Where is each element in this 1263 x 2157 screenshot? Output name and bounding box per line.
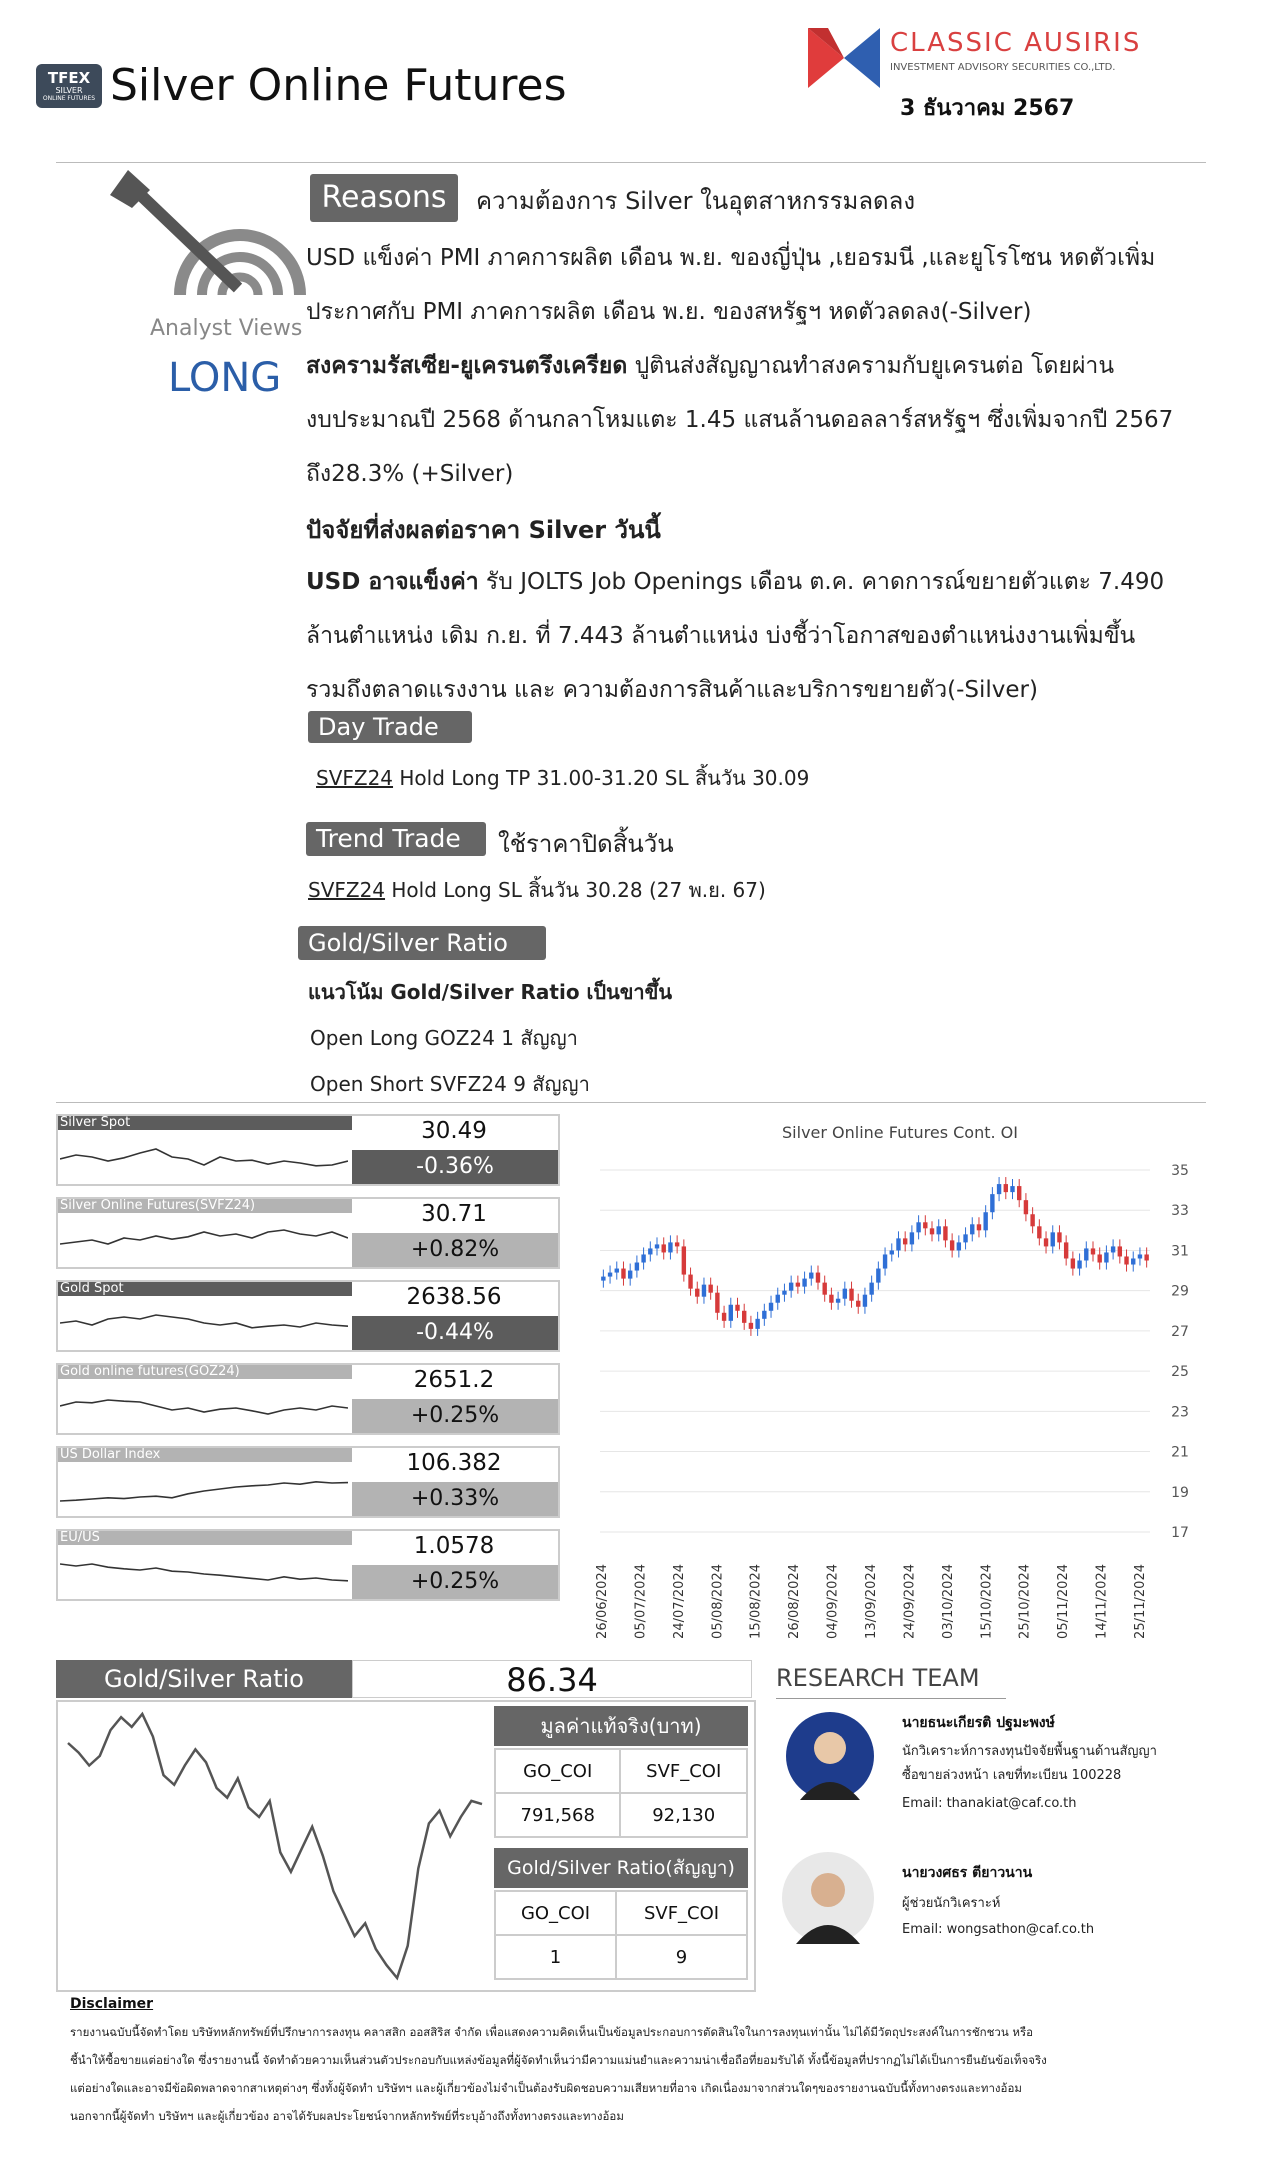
candle-body [816,1273,820,1283]
candle-body [1037,1226,1041,1238]
y-tick-label: 27 [1171,1323,1189,1340]
candle-body [1024,1200,1028,1214]
candle-body [843,1289,847,1299]
market-label: EU/US [58,1531,352,1545]
x-tick-label: 13/09/2024 [864,1564,879,1639]
analyst-view-value: LONG [168,355,282,401]
market-change: +0.25% [352,1399,558,1433]
silver-futures-chart [590,1110,1230,1650]
candle-body [1124,1256,1128,1264]
candle-body [675,1242,679,1246]
ratio-line [68,1714,482,1978]
market-sparkline [60,1132,348,1182]
ratio-table [494,1890,748,1980]
reasons-p3-text: รับ JOLTS Job Openings เดือน ต.ค. คาดการณ์ขยายตัวแตะ 7.490 [478,569,1165,595]
candle-body [890,1250,894,1254]
candle-body [883,1254,887,1268]
ratio-trend-line: แนวโน้ม Gold/Silver Ratio เป็นขาขึ้น [308,980,672,1004]
market-panel [56,1446,560,1518]
market-sparkline [60,1381,348,1431]
day-trade-line [316,762,809,794]
ratio-header-go: GO_COI [495,1891,616,1935]
market-label: Silver Spot [58,1116,352,1130]
analyst-photo-1 [786,1712,874,1800]
market-value: 2638.56 [406,1284,502,1310]
y-tick-label: 19 [1171,1484,1189,1501]
candle-body [648,1248,652,1254]
reasons-p2-line3: ถึง28.3% (+Silver) [306,461,514,487]
ratio-header-svf: SVF_COI [616,1891,747,1935]
candle-body [970,1224,974,1234]
candle-body [809,1273,813,1279]
market-panel [56,1363,560,1435]
candle-body [1091,1248,1095,1254]
market-panel [56,1197,560,1269]
y-tick-label: 21 [1171,1444,1189,1461]
candle-body [635,1263,639,1271]
analyst-1-role: นักวิเคราะห์การลงทุนปัจจัยพื้นฐานด้านสัญญา [902,1744,1157,1759]
market-sparkline [60,1215,348,1265]
candle-body [755,1319,759,1329]
value-table [494,1748,748,1838]
candle-body [615,1269,619,1273]
x-tick-label: 05/08/2024 [710,1564,726,1639]
candle-body [977,1224,981,1230]
market-panel [56,1529,560,1601]
ratio-label-box: Gold/Silver Ratio [56,1660,352,1698]
candle-body [963,1234,967,1242]
factors-title: ปัจจัยที่ส่งผลต่อราคา Silver วันนี้ [306,516,661,544]
company-logo-icon [808,22,880,94]
company-name: CLASSIC AUSIRIS [890,28,1142,58]
candle-body [990,1194,994,1212]
trend-trade-note: ใช้ราคาปิดสิ้นวัน [498,830,674,858]
market-panel [56,1114,560,1186]
market-value: 30.49 [421,1118,487,1144]
candle-body [943,1226,947,1240]
reasons-p1-line2: ประกาศกับ PMI ภาคการผลิต เดือน พ.ย. ของสหรัฐฯ หดตัวลดลง(-Silver) [306,299,1032,325]
candle-body [1017,1186,1021,1200]
candle-body [950,1240,954,1250]
reasons-p2-bold: สงครามรัสเซีย-ยูเครนตรึงเครียด [306,353,628,379]
market-change: -0.36% [352,1150,558,1184]
candle-body [930,1228,934,1234]
analyst-1-email: Email: thanakiat@caf.co.th [902,1796,1077,1811]
disclaimer-line-4: นอกจากนี้ผู้จัดทำ บริษัทฯ และผู้เกี่ยวข้อง อาจได้รับผลประโยชน์จากหลักทรัพย์ที่ระบุอ้างถึงทั้งทางตรงและทางอ้อม [70,2109,624,2123]
candle-body [662,1244,666,1252]
candle-body [789,1283,793,1291]
x-tick-label: 25/10/2024 [1017,1564,1033,1639]
candle-body [1077,1261,1081,1269]
reasons-p3-line1 [306,564,1164,600]
analyst-2-role: ผู้ช่วยนักวิเคราะห์ [902,1896,1001,1911]
candle-body [1097,1254,1101,1262]
value-table-title: มูลค่าแท้จริง(บาท) [494,1706,748,1746]
candle-body [983,1212,987,1230]
x-tick-label: 24/07/2024 [671,1564,687,1639]
disclaimer-line-3: แต่อย่างใดและอาจมีข้อผิดพลาดจากสาเหตุต่างๆ ซึ่งทั้งผู้จัดทำ บริษัทฯ และผู้เกี่ยวข้องไม่จำเป็นต้องรับผิดชอบความเสียหายที่อาจ เกิดเนื่องมาจากส่วนใดๆของรายงานฉบับนี้ทั้งทางตรงและทางอ้อม [70,2081,1022,2095]
candle-body [1071,1258,1075,1268]
reasons-p3-line2: ล้านตำแหน่ง เดิม ก.ย. ที่ 7.443 ล้านตำแหน่ง บ่งชี้ว่าโอกาสของตำแหน่งงานเพิ่มขึ้น [306,623,1136,649]
value-header-svf: SVF_COI [620,1749,747,1793]
x-tick-label: 05/07/2024 [633,1564,649,1639]
day-trade-symbol: SVFZ24 [316,766,394,790]
candle-body [762,1311,766,1319]
x-tick-label: 26/06/2024 [595,1564,610,1639]
candle-body [1131,1258,1135,1264]
candle-body [776,1295,780,1303]
ratio-svf: 9 [616,1935,747,1979]
candle-body [668,1242,672,1252]
candle-body [601,1277,605,1281]
candle-body [621,1269,625,1279]
candle-body [916,1222,920,1232]
candle-body [735,1305,739,1311]
candle-body [782,1291,786,1295]
market-sparkline [60,1464,348,1514]
disclaimer-title: Disclaimer [70,1996,154,2012]
reasons-p2-line1 [306,348,1114,384]
candle-body [876,1269,880,1283]
candle-body [1030,1214,1034,1226]
x-tick-label: 26/08/2024 [787,1564,803,1639]
candle-body [910,1232,914,1244]
candle-body [1010,1186,1014,1192]
candle-body [863,1295,867,1307]
candle-body [695,1289,699,1297]
market-value: 106.382 [406,1450,502,1476]
candle-body [641,1254,645,1262]
market-value: 1.0578 [413,1533,495,1559]
candle-body [655,1244,659,1248]
market-value: 2651.2 [413,1367,495,1393]
candle-body [715,1293,719,1313]
market-sparkline [60,1547,348,1597]
candle-body [608,1273,612,1277]
candle-body [1144,1254,1148,1260]
candle-body [769,1303,773,1311]
analyst-1-role2: ซื้อขายล่วงหน้า เลขที่ทะเบียน 100228 [902,1768,1122,1783]
reasons-p2-text: ปูตินส่งสัญญาณทำสงครามกับยูเครนต่อ โดยผ่าน [627,353,1115,379]
candle-body [903,1238,907,1244]
candle-body [1084,1248,1088,1260]
candle-body [822,1283,826,1295]
candle-body [856,1301,860,1307]
y-tick-label: 23 [1171,1404,1189,1421]
x-tick-label: 05/11/2024 [1056,1564,1072,1639]
trend-trade-pill: Trend Trade [306,822,486,856]
value-header-go: GO_COI [495,1749,620,1793]
x-tick-label: 15/08/2024 [748,1564,764,1639]
x-tick-label: 14/11/2024 [1094,1564,1110,1639]
analyst-2-name: นายวงศธร ตียาวนาน [902,1865,1033,1881]
market-change: +0.33% [352,1482,558,1516]
page-title: Silver Online Futures [110,60,567,111]
trend-trade-text: Hold Long SL สิ้นวัน 30.28 (27 พ.ย. 67) [385,878,766,902]
market-label: US Dollar Index [58,1448,352,1462]
x-tick-label: 24/09/2024 [902,1564,918,1639]
reasons-p1-line1: USD แข็งค่า PMI ภาคการผลิต เดือน พ.ย. ของญี่ปุ่น ,เยอรมนี ,และยูโรโซน หดตัวเพิ่ม [306,245,1156,271]
market-change: +0.25% [352,1565,558,1599]
ratio-go: 1 [495,1935,616,1979]
reasons-p3-bold: USD อาจแข็งค่า [306,569,479,595]
market-label: Gold Spot [58,1282,352,1296]
candle-body [802,1279,806,1287]
ratio-open-long: Open Long GOZ24 1 สัญญา [310,1026,578,1050]
candle-body [1104,1252,1108,1262]
candle-body [997,1184,1001,1194]
y-tick-label: 17 [1171,1525,1189,1541]
market-panel [56,1280,560,1352]
candle-body [749,1323,753,1329]
y-tick-label: 35 [1171,1163,1189,1179]
candle-body [708,1285,712,1293]
day-trade-pill: Day Trade [308,711,472,743]
y-tick-label: 31 [1171,1243,1189,1260]
reasons-pill: Reasons [310,174,458,222]
candle-body [628,1271,632,1279]
chart-title: Silver Online Futures Cont. OI [782,1123,1018,1142]
candle-body [836,1299,840,1303]
candle-body [1118,1246,1122,1256]
candle-body [869,1283,873,1295]
ratio-value: 86.34 [352,1660,752,1698]
market-change: -0.44% [352,1316,558,1350]
market-sparkline [60,1298,348,1348]
day-trade-text: Hold Long TP 31.00-31.20 SL สิ้นวัน 30.09 [393,766,810,790]
reasons-headline: ความต้องการ Silver ในอุตสาหกรรมลดลง [476,187,916,215]
analyst-2-email: Email: wongsathon@caf.co.th [902,1922,1095,1937]
analyst-1-name: นายธนะเกียรติ ปฐมะพงษ์ [902,1715,1055,1731]
market-change: +0.82% [352,1233,558,1267]
candle-body [742,1311,746,1323]
candle-body [729,1305,733,1321]
report-date: 3 ธันวาคม 2567 [900,96,1075,121]
x-tick-label: 04/09/2024 [825,1564,841,1639]
reasons-p3-line3: รวมถึงตลาดแรงงาน และ ความต้องการสินค้าและบริการขยายตัว(-Silver) [306,677,1038,703]
candle-body [1111,1246,1115,1252]
ratio-pill: Gold/Silver Ratio [298,926,546,960]
reasons-p2-line2: งบประมาณปี 2568 ด้านกลาโหมแตะ 1.45 แสนล้านดอลลาร์สหรัฐฯ ซึ่งเพิ่มจากปี 2567 [306,407,1174,433]
x-tick-label: 25/11/2024 [1133,1564,1148,1639]
trend-trade-line [308,874,766,906]
disclaimer-line-2: ชี้นำให้ซื้อขายแต่อย่างใด ซึ่งรายงานนี้ จัดทำด้วยความเห็นส่วนตัวประกอบกับแหล่งข้อมูลที่ผู้จัดทำเห็นว่ามีความแม่นยำและความน่าเชื่อถือที่ยอมรับได้ ทั้งนี้ข้อมูลที่ปรากฏไม่ได้เป็นการยืนยันข้อเท็จจริง [70,2053,1047,2067]
y-tick-label: 33 [1171,1203,1189,1220]
value-svf: 92,130 [620,1793,747,1837]
market-value: 30.71 [421,1201,487,1227]
target-arrow-icon [110,170,310,310]
candle-body [1044,1238,1048,1246]
ratio-line-chart [60,1704,490,1988]
x-tick-label: 15/10/2024 [979,1564,995,1639]
y-tick-label: 25 [1171,1364,1189,1381]
market-label: Silver Online Futures(SVFZ24) [58,1199,352,1213]
analyst-views-label: Analyst Views [150,316,303,341]
trend-trade-symbol: SVFZ24 [308,878,386,902]
x-tick-label: 03/10/2024 [940,1564,956,1639]
candle-body [923,1222,927,1228]
market-label: Gold online futures(GOZ24) [58,1365,352,1379]
candle-body [937,1226,941,1234]
research-title: RESEARCH TEAM [776,1664,980,1692]
y-tick-label: 29 [1171,1283,1189,1300]
candle-body [896,1238,900,1250]
candle-body [957,1242,961,1250]
candle-body [1064,1242,1068,1258]
disclaimer-line-1: รายงานฉบับนี้จัดทำโดย บริษัทหลักทรัพย์ที่ปรึกษาการลงทุน คลาสสิก ออสสิริส จำกัด เพื่อแสดงความคิดเห็นเป็นข้อมูลประกอบการตัดสินใจในการลงทุนเท่านั้น ไม่ได้มีวัตถุประสงค์ในการชักชวน หรือ [70,2025,1034,2039]
candle-body [688,1275,692,1289]
company-subtitle: INVESTMENT ADVISORY SECURITIES CO.,LTD. [890,62,1116,73]
candle-body [849,1289,853,1301]
candle-body [829,1295,833,1303]
candle-body [1004,1184,1008,1192]
candle-body [722,1313,726,1321]
candle-body [796,1283,800,1287]
candle-body [702,1285,706,1297]
candle-body [1057,1232,1061,1242]
ratio-table-title: Gold/Silver Ratio(สัญญา) [494,1848,748,1888]
ratio-open-short: Open Short SVFZ24 9 สัญญา [310,1072,590,1096]
value-go: 791,568 [495,1793,620,1837]
candle-body [1051,1232,1055,1246]
tfex-logo: TFEX SILVER ONLINE FUTURES [36,64,102,108]
candle-body [682,1246,686,1274]
analyst-photo-2 [782,1852,874,1944]
candle-body [1138,1254,1142,1258]
